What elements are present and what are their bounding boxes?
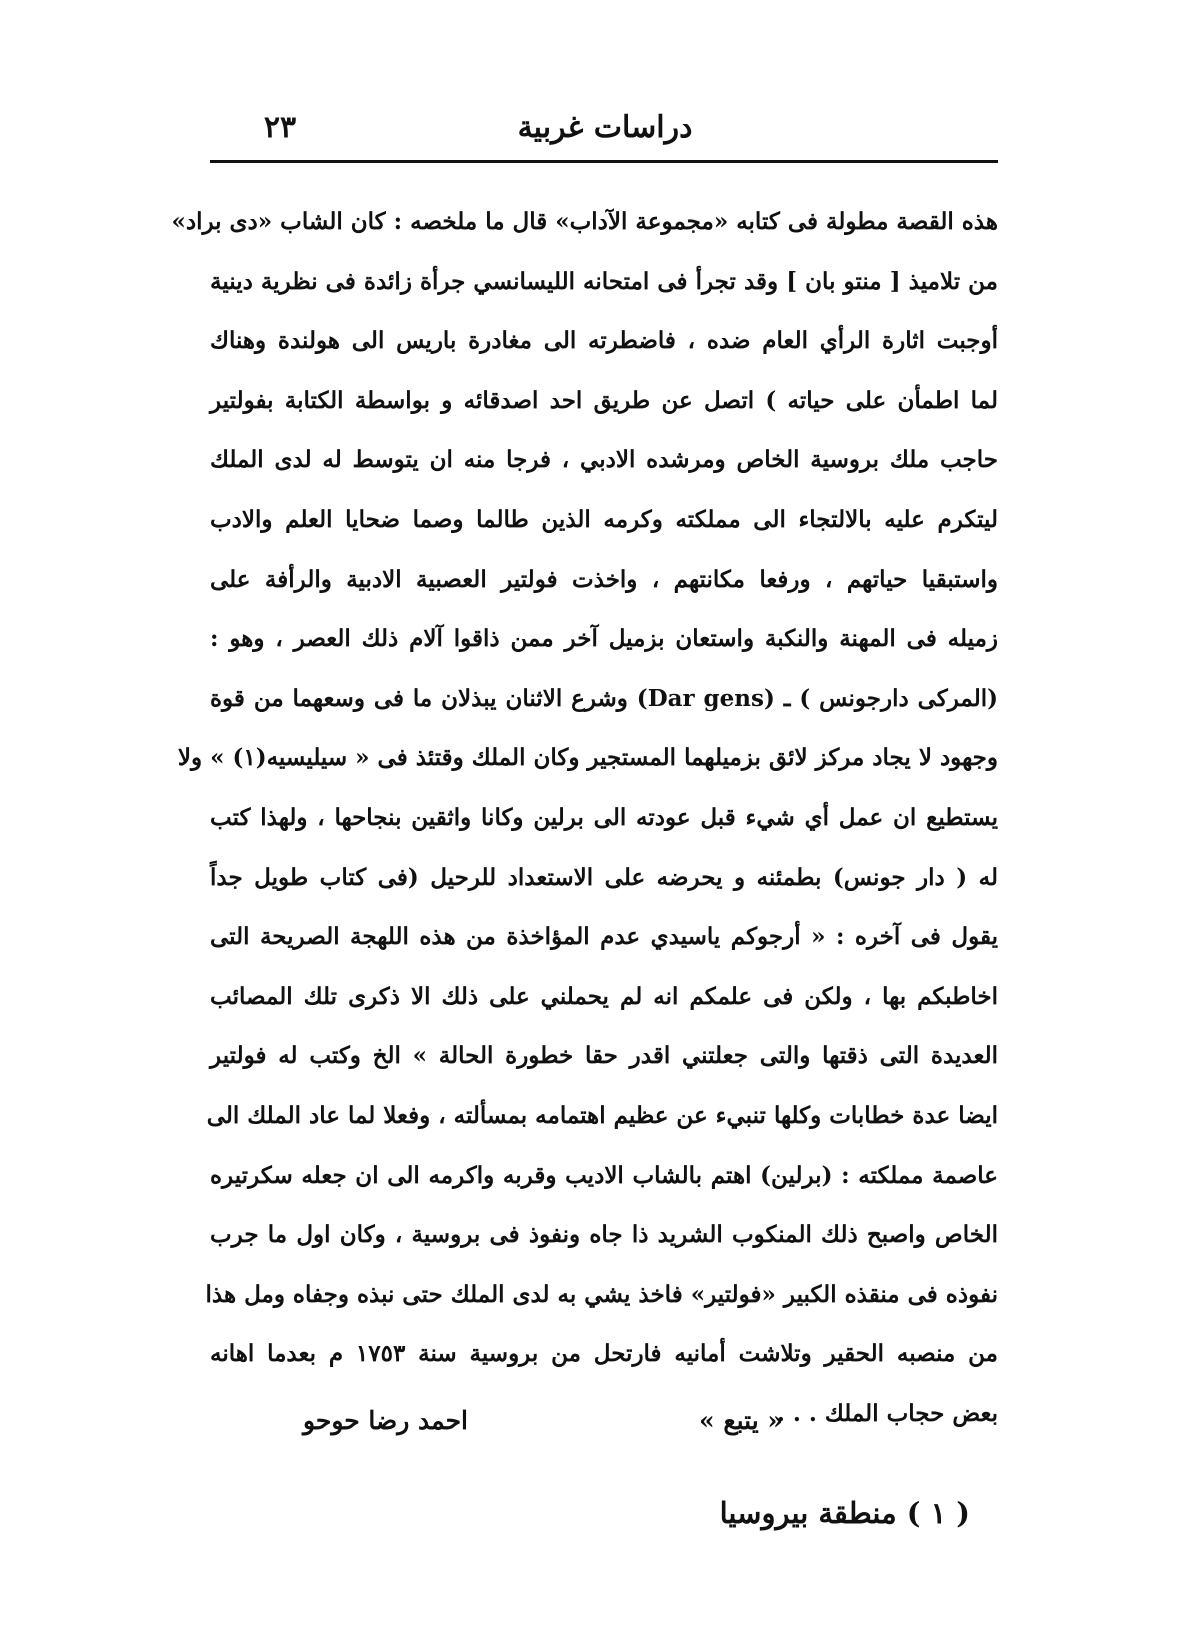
text-line: العديدة التى ذقتها والتى جعلتني اقدر حقا خطورة الحالة » الخ وكتب له فولتير [210, 1042, 998, 1070]
text-line: يقول فى آخره : « أرجوكم ياسيدي عدم المؤاخذة من هذه اللهجة الصريحة التى [210, 923, 998, 951]
footnote: ( ١ ) منطقة بيروسيا [719, 1496, 970, 1530]
text-line: من تلاميذ [ منتو بان ] وقد تجرأ فى امتحانه الليسانسي جرأة زائدة فى نظرية دينية [210, 267, 998, 295]
text-line: اخاطبكم بها ، ولكن فى علمكم انه لم يحملني على ذلك الا ذكرى تلك المصائب [210, 982, 998, 1010]
page-header [210, 102, 1000, 152]
text-line: له ( دار جونس) بطمئنه و يحرضه على الاستعداد للرحيل (فى كتاب طويل جداً [210, 863, 998, 891]
text-line: واستبقيا حياتهم ، ورفعا مكانتهم ، واخذت فولتير العصبية الادبية والرأفة على [210, 565, 998, 593]
text-line: من منصبه الحقير وتلاشت أمانيه فارتحل من بروسية سنة ١٧٥٣ م بعدما اهانه [210, 1340, 999, 1368]
signoff [210, 1400, 998, 1450]
text-line: بعض حجاب الملك . . . [776, 1399, 998, 1427]
text-line: هذه القصة مطولة فى كتابه «مجموعة الآداب» قال ما ملخصه : كان الشاب «دى براد» [171, 208, 998, 235]
text-line: نفوذه فى منقذه الكبير «فولتير» فاخذ يشي به لدى الملك حتى نبذه وجفاه ومل هذا [205, 1280, 998, 1308]
text-line: لما اطمأن على حياته ) اتصل عن طريق احد اصدقائه و بواسطة الكتابة بفولتير [210, 386, 998, 414]
text-line: عاصمة مملكته : (برلين) اهتم بالشاب الاديب وقربه واكرمه الى ان جعله سكرتيره [210, 1161, 998, 1189]
text-line: ايضا عدة خطابات وكلها تنبيء عن عظيم اهتمامه بمسألته ، وفعلا لما عاد الملك الى [206, 1101, 998, 1129]
body-text [171, 192, 999, 1443]
author-signature: احمد رضا حوحو [302, 1406, 468, 1435]
header-rule [210, 160, 998, 163]
text-line: وجهود لا يجاد مركز لائق بزميلهما المستجير وكان الملك وقتئذ فى « سيليسيه(١) » ولا [177, 744, 998, 772]
text-line: حاجب ملك بروسية الخاص ومرشده الادبي ، فرجا منه ان يتوسط له لدى الملك [210, 446, 998, 474]
text-line: الخاص واصبح ذلك المنكوب الشريد ذا جاه ونفوذ فى بروسية ، وكان اول ما جرب [210, 1221, 998, 1249]
text-line: (المركى دارجونس ) ـ (Dar gens) وشرع الاثنان يبذلان ما فى وسعهما من قوة [210, 684, 999, 712]
continued-marker: « يتبع » [698, 1406, 783, 1435]
page-number: ٢٣ [263, 110, 297, 145]
text-line: ليتكرم عليه بالالتجاء الى مملكته وكرمه الذين طالما وصما ضحايا العلم والادب [210, 505, 998, 533]
text-line: أوجبت اثارة الرأي العام ضده ، فاضطرته الى مغادرة باريس الى هولندة وهناك [210, 327, 998, 355]
running-title: دراسات غربية [517, 110, 693, 145]
text-line: يستطيع ان عمل أي شيء قبل عودته الى برلين وكانا واثقين بنجاحها ، ولهذا كتب [210, 803, 998, 831]
text-line: زميله فى المهنة والنكبة واستعان بزميل آخر ممن ذاقوا آلام ذلك العصر ، وهو : [210, 625, 998, 653]
